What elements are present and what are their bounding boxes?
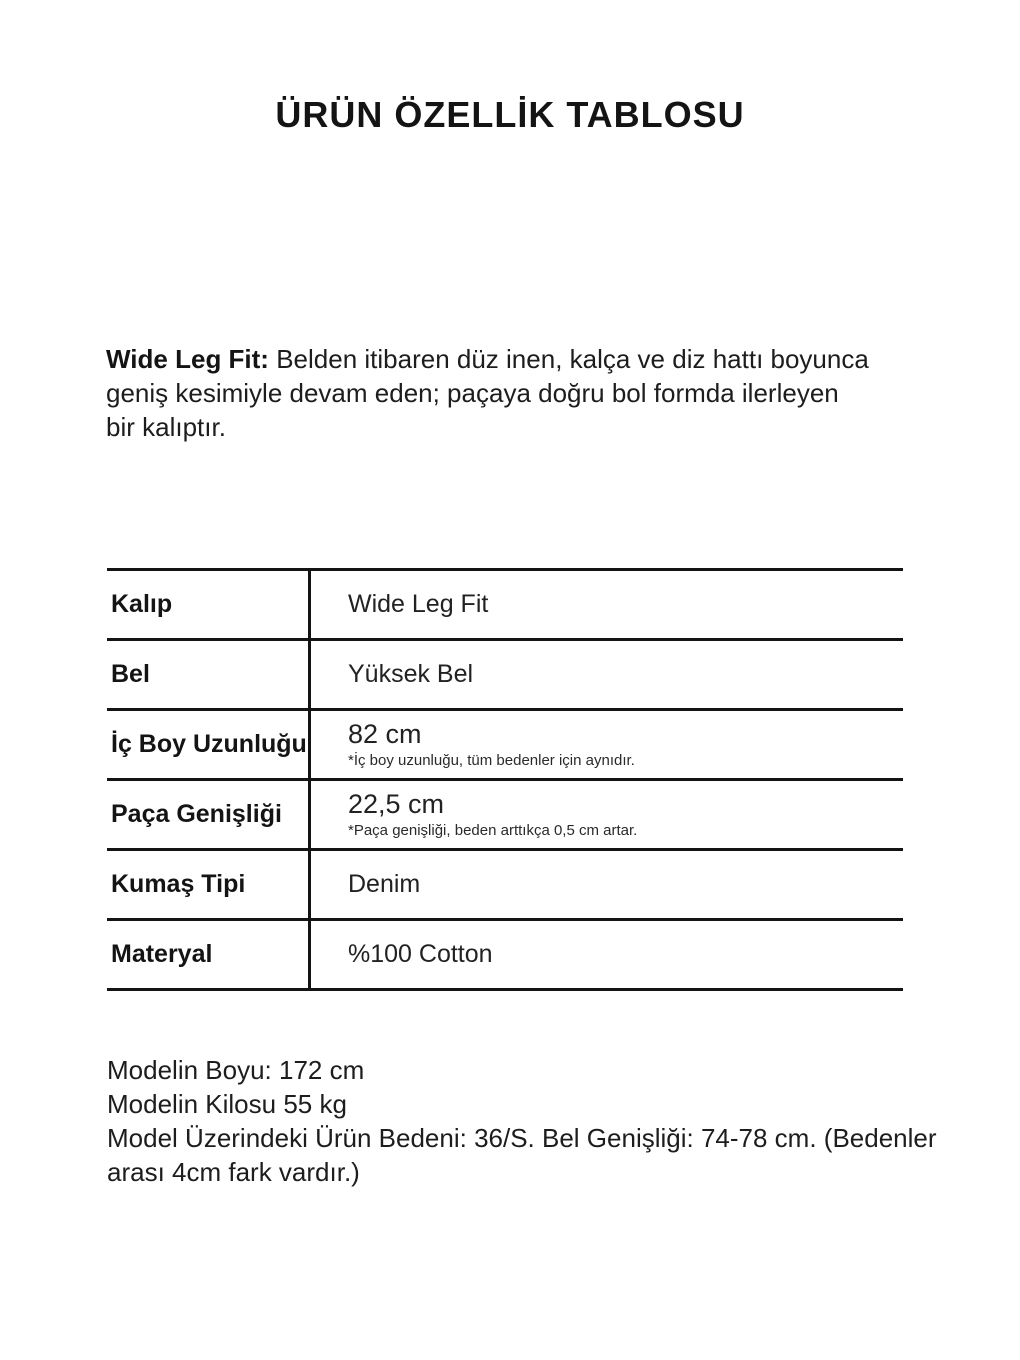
table-row-kumas-tipi bbox=[107, 848, 903, 918]
fit-description-text2: geniş kesimiyle devam eden; paçaya doğru bol formda ilerleyen bbox=[106, 378, 839, 408]
spec-table bbox=[107, 568, 903, 991]
row-label: Paça Genişliği bbox=[111, 800, 282, 828]
row-label: Kumaş Tipi bbox=[111, 870, 246, 898]
page-title: ÜRÜN ÖZELLİK TABLOSU bbox=[275, 94, 745, 135]
fit-name-label: Wide Leg Fit: bbox=[106, 344, 269, 374]
table-row-paca-genisligi bbox=[107, 778, 903, 848]
model-size-line2: arası 4cm fark vardır.) bbox=[107, 1157, 360, 1187]
table-row-ic-boy-uzunlugu bbox=[107, 708, 903, 778]
row-label: Bel bbox=[111, 660, 150, 688]
model-size-line1: Model Üzerindeki Ürün Bedeni: 36/S. Bel Genişliği: 74-78 cm. (Bedenler bbox=[107, 1123, 937, 1153]
row-value-cell bbox=[308, 641, 903, 708]
row-value: 82 cm bbox=[348, 719, 422, 749]
row-value: Wide Leg Fit bbox=[348, 590, 489, 618]
row-value: %100 Cotton bbox=[348, 940, 493, 968]
table-row-kalip bbox=[107, 568, 903, 638]
row-value: Denim bbox=[348, 870, 421, 898]
fit-description bbox=[106, 342, 936, 444]
row-value-cell bbox=[308, 781, 903, 848]
row-note: *İç boy uzunluğu, tüm bedenler için aynıdır. bbox=[348, 752, 635, 769]
model-info bbox=[107, 1053, 957, 1189]
row-value: Yüksek Bel bbox=[348, 660, 474, 688]
model-height: Modelin Boyu: 172 cm bbox=[107, 1055, 365, 1085]
row-label: İç Boy Uzunluğu bbox=[111, 730, 307, 758]
table-row-materyal bbox=[107, 918, 903, 988]
row-value-cell bbox=[308, 851, 903, 918]
row-value-cell bbox=[308, 921, 903, 988]
fit-description-line1 bbox=[106, 342, 936, 376]
row-label: Materyal bbox=[111, 940, 213, 968]
fit-description-text1: Belden itibaren düz inen, kalça ve diz hattı boyunca bbox=[268, 344, 869, 374]
row-label: Kalıp bbox=[111, 590, 173, 618]
table-column-divider bbox=[308, 568, 311, 988]
row-note: *Paça genişliği, beden arttıkça 0,5 cm artar. bbox=[348, 822, 638, 839]
row-value-cell bbox=[308, 711, 903, 778]
fit-description-text3: bir kalıptır. bbox=[106, 412, 226, 442]
table-row-bel bbox=[107, 638, 903, 708]
model-weight: Modelin Kilosu 55 kg bbox=[107, 1089, 347, 1119]
row-value: 22,5 cm bbox=[348, 789, 445, 819]
row-value-cell bbox=[308, 571, 903, 638]
